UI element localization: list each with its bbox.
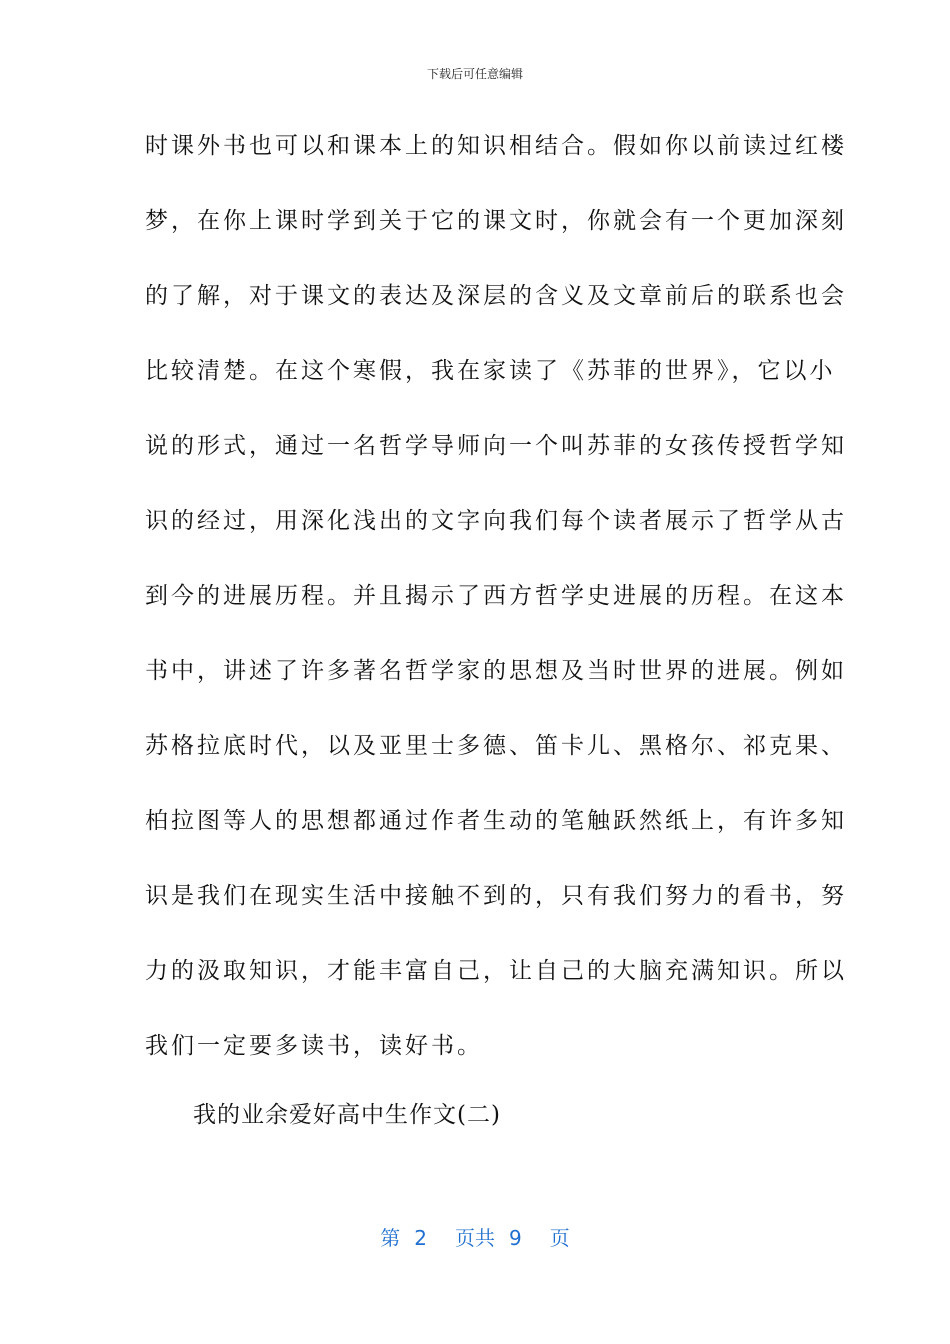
paragraph-line: 识的经过，用深化浅出的文字向我们每个读者展示了哲学从古 — [145, 508, 847, 534]
paragraph-line: 识是我们在现实生活中接触不到的，只有我们努力的看书，努 — [145, 883, 847, 909]
paragraph-line: 梦，在你上课时学到关于它的课文时，你就会有一个更加深刻 — [145, 208, 847, 234]
paragraph-line: 柏拉图等人的思想都通过作者生动的笔触跃然纸上，有许多知 — [145, 808, 847, 834]
page-footer — [0, 1222, 950, 1254]
paragraph-line: 力的汲取知识，才能丰富自己，让自己的大脑充满知识。所以 — [145, 958, 847, 984]
footer-total-pages: 9 — [509, 1226, 522, 1250]
footer-current-page: 2 — [414, 1226, 427, 1250]
footer-prefix: 第 — [380, 1226, 401, 1250]
paragraph-line: 苏格拉底时代，以及亚里士多德、笛卡儿、黑格尔、祁克果、 — [145, 733, 847, 759]
body-paragraph — [145, 121, 847, 1096]
footer-middle: 页共 — [455, 1226, 495, 1250]
footer-suffix: 页 — [549, 1226, 570, 1250]
paragraph-line: 书中，讲述了许多著名哲学家的思想及当时世界的进展。例如 — [145, 658, 847, 684]
paragraph-line: 比较清楚。在这个寒假，我在家读了《苏菲的世界》，它以小 — [145, 358, 836, 384]
section-heading: 我的业余爱好高中生作文(二) — [193, 1102, 501, 1128]
paragraph-line: 的了解，对于课文的表达及深层的含义及文章前后的联系也会 — [145, 283, 847, 309]
paragraph-line: 说的形式，通过一名哲学导师向一个叫苏菲的女孩传授哲学知 — [145, 433, 847, 459]
paragraph-line: 到今的进展历程。并且揭示了西方哲学史进展的历程。在这本 — [145, 583, 847, 609]
page-header: 下载后可任意编辑 — [426, 67, 523, 81]
paragraph-line: 时课外书也可以和课本上的知识相结合。假如你以前读过红楼 — [145, 133, 847, 159]
paragraph-line: 我们一定要多读书，读好书。 — [145, 1033, 483, 1059]
